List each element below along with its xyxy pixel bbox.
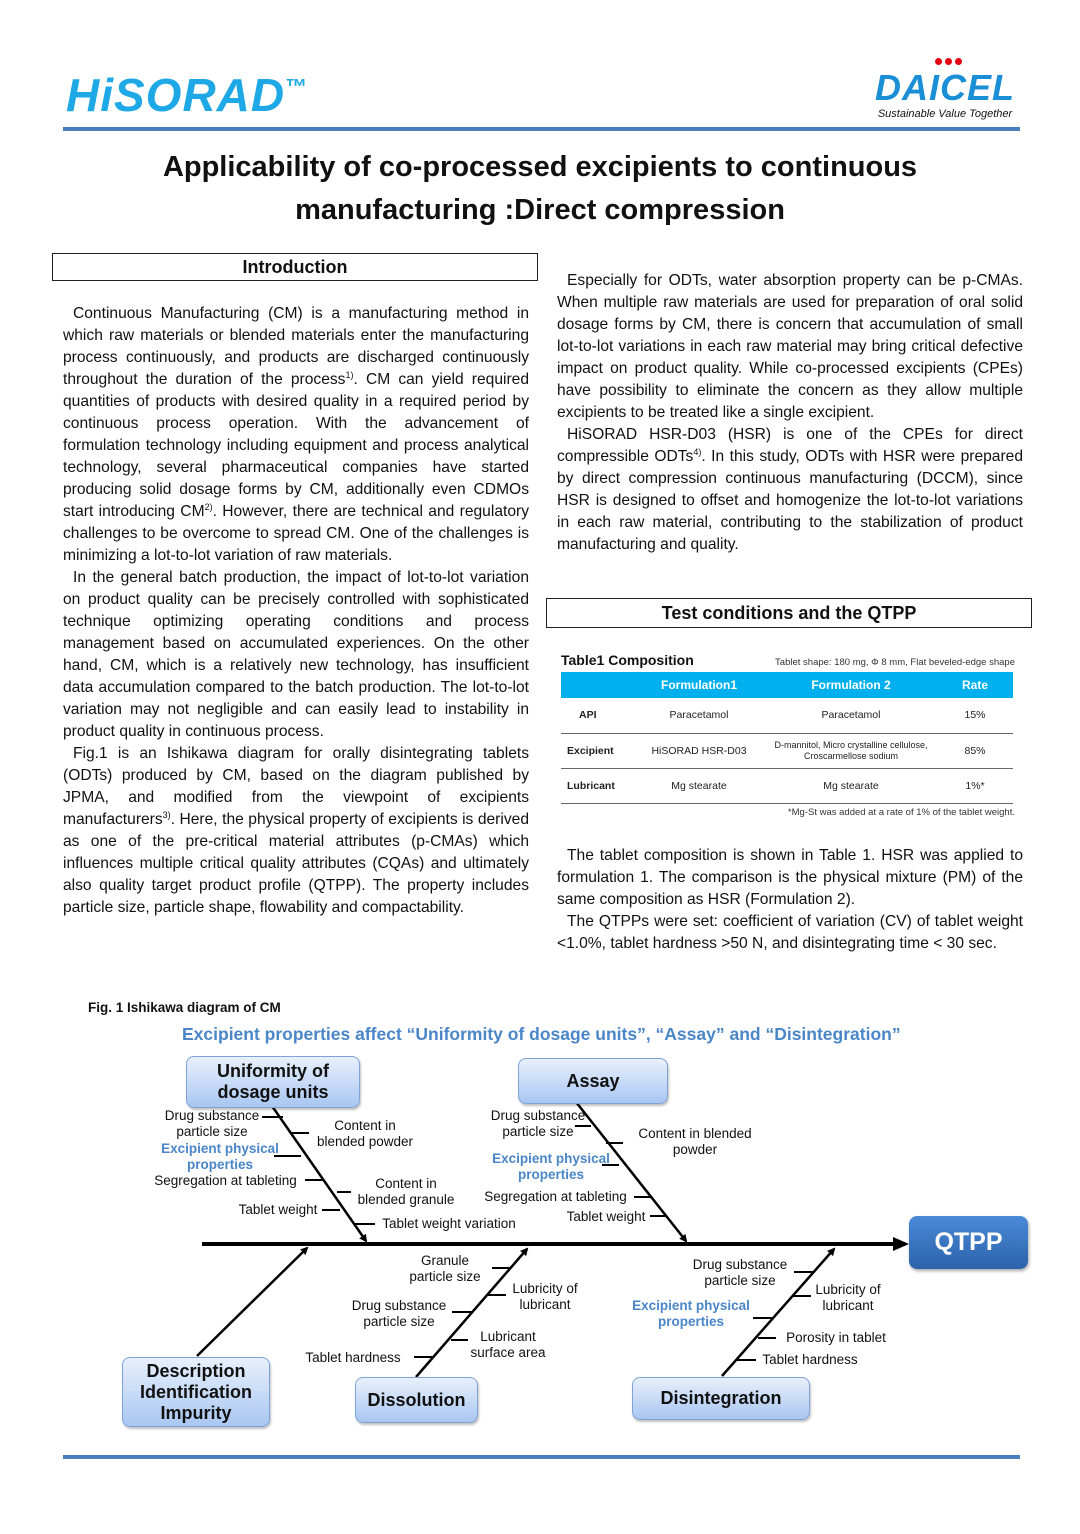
cause-label: Content in blended granule <box>357 1176 455 1207</box>
daicel-wordmark: DAICEL <box>875 67 1015 108</box>
right-paragraph-1: Especially for ODTs, water absorption property can be p-CMAs. When multiple raw materials are used for preparation of oral solid dosage forms by CM, there is concern that accumulation of small lot-to-lot variations in each raw material may bring critical defective impact on product quality. While co-processed excipients (CPEs) have possibility to eliminate the concern as they allow multiple excipients to be treated like a single excipient. <box>557 272 1023 421</box>
intro-paragraph-2: In the general batch production, the impact of lot-to-lot variation on product quality can be precisely controlled with sophisticated technique optimizing operating conditions and process management based on accumulated experiences. On the other hand, CM, which is a relatively new technology, has insufficient data accumulation compared to the batch production. The lot-to-lot variation may not negligible and can easily lead to instability in product quality in continuous process. <box>63 569 529 740</box>
cause-label: Granule particle size <box>409 1253 481 1284</box>
header-cell: Formulation1 <box>633 672 765 698</box>
cause-label: Content in blended powder <box>638 1126 752 1157</box>
footer-divider <box>63 1455 1020 1459</box>
cause-label: Drug substance particle size <box>164 1108 260 1139</box>
cause-label: Lubricant surface area <box>470 1329 546 1360</box>
bone-description <box>197 1248 307 1356</box>
table-cell: Mg stearate <box>765 768 937 803</box>
cause-label-excipient: Excipient physical properties <box>161 1141 279 1172</box>
table-cell: 15% <box>937 698 1013 733</box>
cause-label: Drug substance particle size <box>351 1298 447 1329</box>
cause-label: Segregation at tableting <box>154 1173 297 1188</box>
row-header: API <box>561 698 633 733</box>
intro-paragraph-1: Continuous Manufacturing (CM) is a manufacturing method in which raw materials or blended materials enter the manufacturing process continuously, and products are discharged continuously throughout the duration of the process$^{1)}$. CM can yield required quantities of products with desired quality in a required period by continuous process operation. With the advancement of formulation technology including equipment and process analytical technology, several pharmaceutical companies have started producing solid dosage forms by CM, additionally even CDMOs start introducing CM$^{2)}$. However, there are technical and regulatory challenges to be overcome to spread CM. One of the challenges is minimizing a lot-to-lot variation of raw materials. <box>63 305 529 564</box>
row-header: Excipient <box>561 733 633 768</box>
right-paragraph-4: The QTPPs were set: coefficient of variation (CV) of tablet weight <1.0%, tablet hardness >50 N, and disintegrating time < 30 sec. <box>557 913 1023 952</box>
cause-label: Tablet weight variation <box>382 1216 516 1231</box>
cause-label: Tablet weight <box>566 1209 646 1224</box>
page-title: Applicability of co-processed excipients to continuous manufacturing :Direct compression <box>162 151 918 226</box>
table-cell: Mg stearate <box>633 768 765 803</box>
cause-label: Content in blended powder <box>316 1118 414 1149</box>
table-title: Table1 Composition <box>561 652 694 668</box>
category-dissolution: Dissolution <box>355 1377 478 1423</box>
daicel-tagline: Sustainable Value Together <box>877 108 1013 120</box>
hisorad-logo: HiSORAD™ <box>66 69 309 121</box>
section-header-test-conditions: Test conditions and the QTPP <box>546 598 1032 628</box>
qtpp-effect-box: QTPP <box>909 1216 1028 1269</box>
table-cell: 85% <box>937 733 1013 768</box>
table-cell: Paracetamol <box>633 698 765 733</box>
right-paragraph-3: The tablet composition is shown in Table 1. HSR was applied to formulation 1. The comparison is the physical mixture (PM) of the same composition as HSR (Formulation 2). <box>557 847 1023 908</box>
row-header: Lubricant <box>561 768 633 803</box>
cause-label: Drug substance particle size <box>692 1257 788 1288</box>
figure-subtitle: Excipient properties affect “Uniformity of dosage units”, “Assay” and “Disintegration” <box>182 1024 901 1044</box>
category-assay: Assay <box>518 1058 668 1104</box>
table-cell: HiSORAD HSR-D03 <box>633 733 765 768</box>
cause-label-excipient: Excipient physical properties <box>632 1298 750 1329</box>
figure-caption: Fig. 1 Ishikawa diagram of CM <box>88 1000 281 1015</box>
category-disintegration: Disintegration <box>632 1377 810 1420</box>
cause-label: Lubricity of lubricant <box>815 1282 881 1313</box>
table-cell: Paracetamol <box>765 698 937 733</box>
cause-label: Porosity in tablet <box>786 1330 886 1345</box>
cause-label: Drug substance particle size <box>490 1108 586 1139</box>
table-cell: D-mannitol, Micro crystalline cellulose, Croscarmellose sodium <box>765 733 937 768</box>
table-tablet-shape-note: Tablet shape: 180 mg, Φ 8 mm, Flat beveled-edge shape <box>775 657 1015 668</box>
intro-paragraph-3: Fig.1 is an Ishikawa diagram for orally disintegrating tablets (ODTs) produced by CM, based on the diagram published by JPMA, and modified from the viewpoint of excipients manufacturers$^{3)}$. Here, the physical property of excipients is derived as one of the pre-critical material attributes (p-CMAs) which influences multiple critical quality attributes (CQAs) and ultimately also quality target product profile (QTPP). The property includes particle size, particle shape, flowability and compactability. <box>63 745 529 916</box>
right-paragraph-2: HiSORAD HSR-D03 (HSR) is one of the CPEs for direct compressible ODTs$^{4)}$. In this study, ODTs with HSR were prepared by direct compression continuous manufacturing (DCCM), since HSR is designed to offset and homogenize the lot-to-lot variations in each raw material, contributing to the stabilization of product manufacturing and quality. <box>557 426 1023 553</box>
category-description: Description Identification Impurity <box>122 1357 270 1427</box>
cause-label: Tablet weight <box>238 1202 318 1217</box>
cause-label: Tablet hardness <box>762 1352 858 1367</box>
cause-label: Lubricity of lubricant <box>512 1281 578 1312</box>
cause-label-excipient: Excipient physical properties <box>492 1151 610 1182</box>
section-header-introduction: Introduction <box>52 253 538 281</box>
category-uniformity: Uniformity of dosage units <box>186 1056 360 1108</box>
cause-label: Tablet hardness <box>305 1350 401 1365</box>
table-cell: 1%* <box>937 768 1013 803</box>
table-footnote: *Mg-St was added at a rate of 1% of the tablet weight. <box>787 806 1015 818</box>
cause-label: Segregation at tableting <box>484 1189 627 1204</box>
header-cell: Formulation 2 <box>765 672 937 698</box>
header-cell: Rate <box>937 672 1013 698</box>
